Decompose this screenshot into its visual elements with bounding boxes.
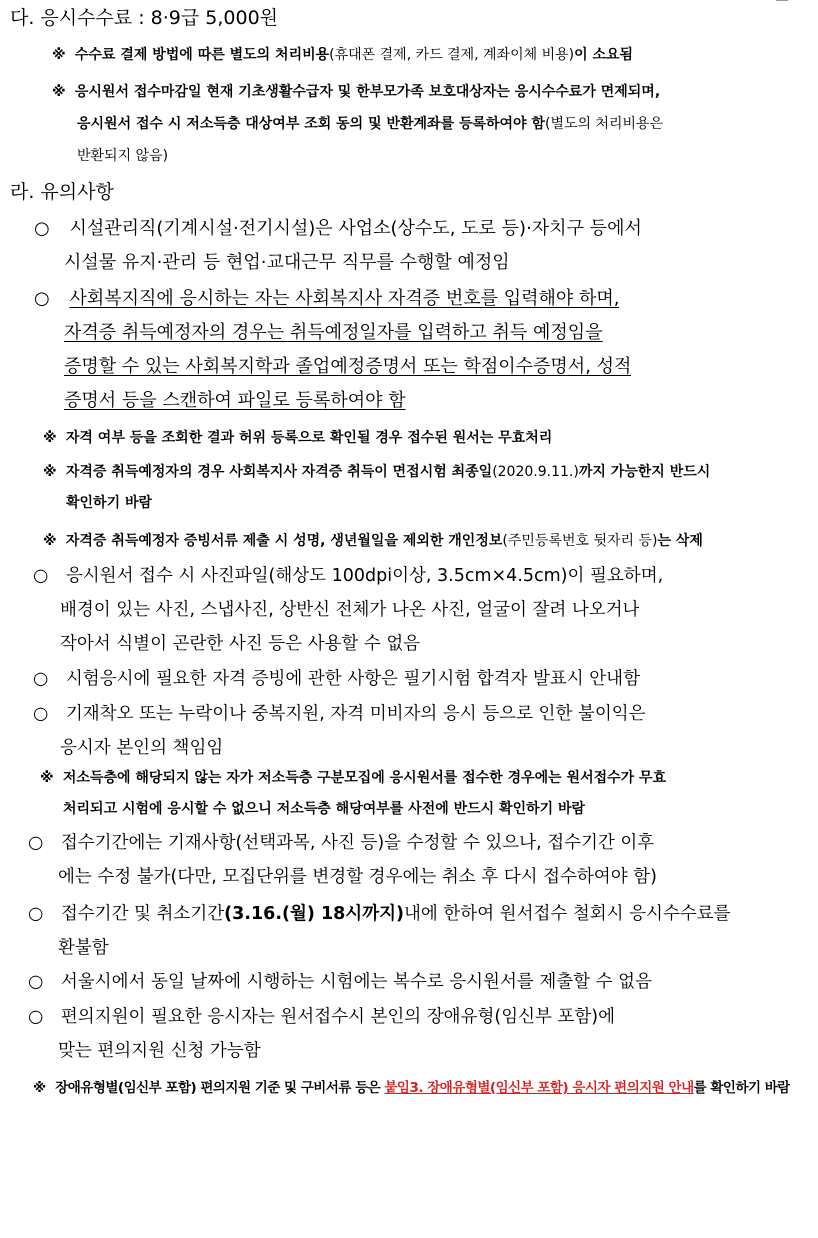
notice-item-refund-line2: 환불함 bbox=[58, 938, 109, 958]
note-certificate-deadline: ※ 자격증 취득예정자의 경우 사회복지사 자격증 취득이 면접시험 최종일(2020.9.11.)까지 가능한지 반드시 bbox=[43, 464, 711, 480]
section-heading-notice: 라. 유의사항 bbox=[10, 181, 114, 203]
attachment3-reference-link[interactable]: 붙임3. 장애유형별(임신부 포함) 응시자 편의지원 안내 bbox=[384, 1080, 694, 1096]
notice-item-edit-period-line2: 에는 수정 불가(다만, 모집단위를 변경할 경우에는 취소 후 다시 접수하여야 함) bbox=[58, 867, 657, 887]
bullet-circle: ○ bbox=[28, 1007, 44, 1027]
bullet-circle: ○ bbox=[28, 904, 44, 924]
note-personal-info-delete: ※ 자격증 취득예정자 증빙서류 제출 시 성명, 생년월일을 제외한 개인정보(주민등록번호 뒷자리 등)는 삭제 bbox=[43, 533, 703, 549]
note-accommodation-reference: ※ 장애유형별(임신부 포함) 편의지원 기준 및 구비서류 등은 붙임3. 장애유형별(임신부 포함) 응시자 편의지원 안내를 확인하기 바람 bbox=[33, 1080, 790, 1096]
bullet-circle: ○ bbox=[33, 669, 49, 689]
notice-item-accommodation-line2: 맞는 편의지원 신청 가능함 bbox=[58, 1041, 261, 1061]
note-low-income-check-line2: 처리되고 시험에 응시할 수 없으니 저소득층 해당여부를 사전에 반드시 확인하기 바람 bbox=[63, 801, 586, 817]
notice-item-duplicate-application: ○ 서울시에서 동일 날짜에 시행하는 시험에는 복수로 응시원서를 제출할 수 없음 bbox=[28, 972, 652, 992]
note-low-income-check: ※ 저소득층에 해당되지 않는 자가 저소득층 구분모집에 응시원서를 접수한 경우에는 원서접수가 무효 bbox=[40, 770, 667, 786]
notice-item-applicant-responsibility-line2: 응시자 본인의 책임임 bbox=[60, 738, 224, 758]
section-heading-fee: 다. 응시수수료 : 8·9급 5,000원 bbox=[10, 7, 279, 29]
bullet-circle: ○ bbox=[28, 972, 44, 992]
note-fee-exemption-line3: 반환되지 않음) bbox=[77, 148, 169, 164]
notice-item-photo-line3: 작아서 식별이 곤란한 사진 등은 사용할 수 없음 bbox=[60, 634, 421, 654]
notice-item-facility: ○ 시설관리직(기계시설·전기시설)은 사업소(상수도, 도로 등)·자치구 등에서 bbox=[34, 218, 642, 239]
notice-item-welfare-line2: 자격증 취득예정자의 경우는 취득예정일자를 입력하고 취득 예정임을 bbox=[64, 322, 603, 343]
note-fee-exemption-line2: 응시원서 접수 시 저소득층 대상여부 조회 동의 및 반환계좌를 등록하여야 함(별도의 처리비용은 bbox=[77, 116, 664, 132]
bullet-circle: ○ bbox=[33, 704, 49, 724]
notice-item-edit-period: ○ 접수기간에는 기재사항(선택과목, 사진 등)을 수정할 수 있으나, 접수기간 이후 bbox=[28, 833, 655, 853]
note-payment-cost: ※ 수수료 결제 방법에 따른 별도의 처리비용(휴대폰 결제, 카드 결제, 계좌이체 비용)이 소요됨 bbox=[52, 47, 634, 63]
notice-item-photo: ○ 응시원서 접수 시 사진파일(해상도 100dpi이상, 3.5cm×4.5cm)이 필요하며, bbox=[33, 566, 664, 586]
bullet-circle: ○ bbox=[34, 288, 50, 309]
notice-item-facility-line2: 시설물 유지·관리 등 현업·교대근무 직무를 수행할 예정임 bbox=[64, 252, 510, 273]
notice-item-welfare-line3: 증명할 수 있는 사회복지학과 졸업예정증명서 또는 학점이수증명서, 성적 bbox=[64, 356, 632, 377]
notice-item-applicant-responsibility: ○ 기재착오 또는 누락이나 중복지원, 자격 미비자의 응시 등으로 인한 불이익은 bbox=[33, 704, 646, 724]
notice-item-welfare-line4: 증명서 등을 스캔하여 파일로 등록하여야 함 bbox=[64, 390, 406, 411]
notice-item-accommodation: ○ 편의지원이 필요한 응시자는 원서접수시 본인의 장애유형(임신부 포함)에 bbox=[28, 1007, 616, 1027]
bullet-circle: ○ bbox=[34, 218, 50, 239]
notice-item-refund: ○ 접수기간 및 취소기간(3.16.(월) 18시까지)내에 한하여 원서접수 철회시 응시수수료를 bbox=[28, 904, 731, 924]
bullet-circle: ○ bbox=[28, 833, 44, 853]
page-corner-mark bbox=[776, 0, 788, 1]
notice-item-photo-line2: 배경이 있는 사진, 스냅사진, 상반신 전체가 나온 사진, 얼굴이 잘려 나오거나 bbox=[60, 600, 640, 620]
note-false-registration: ※ 자격 여부 등을 조회한 결과 허위 등록으로 확인될 경우 접수된 원서는 무효처리 bbox=[43, 430, 553, 446]
bullet-circle: ○ bbox=[33, 566, 49, 586]
note-certificate-deadline-line2: 확인하기 바람 bbox=[66, 495, 153, 511]
note-fee-exemption: ※ 응시원서 접수마감일 현재 기초생활수급자 및 한부모가족 보호대상자는 응시수수료가 면제되며, bbox=[52, 84, 661, 100]
notice-item-welfare: ○ 사회복지직에 응시하는 자는 사회복지사 자격증 번호를 입력해야 하며, bbox=[34, 288, 620, 309]
notice-item-qualification-proof: ○ 시험응시에 필요한 자격 증빙에 관한 사항은 필기시험 합격자 발표시 안내함 bbox=[33, 669, 640, 689]
